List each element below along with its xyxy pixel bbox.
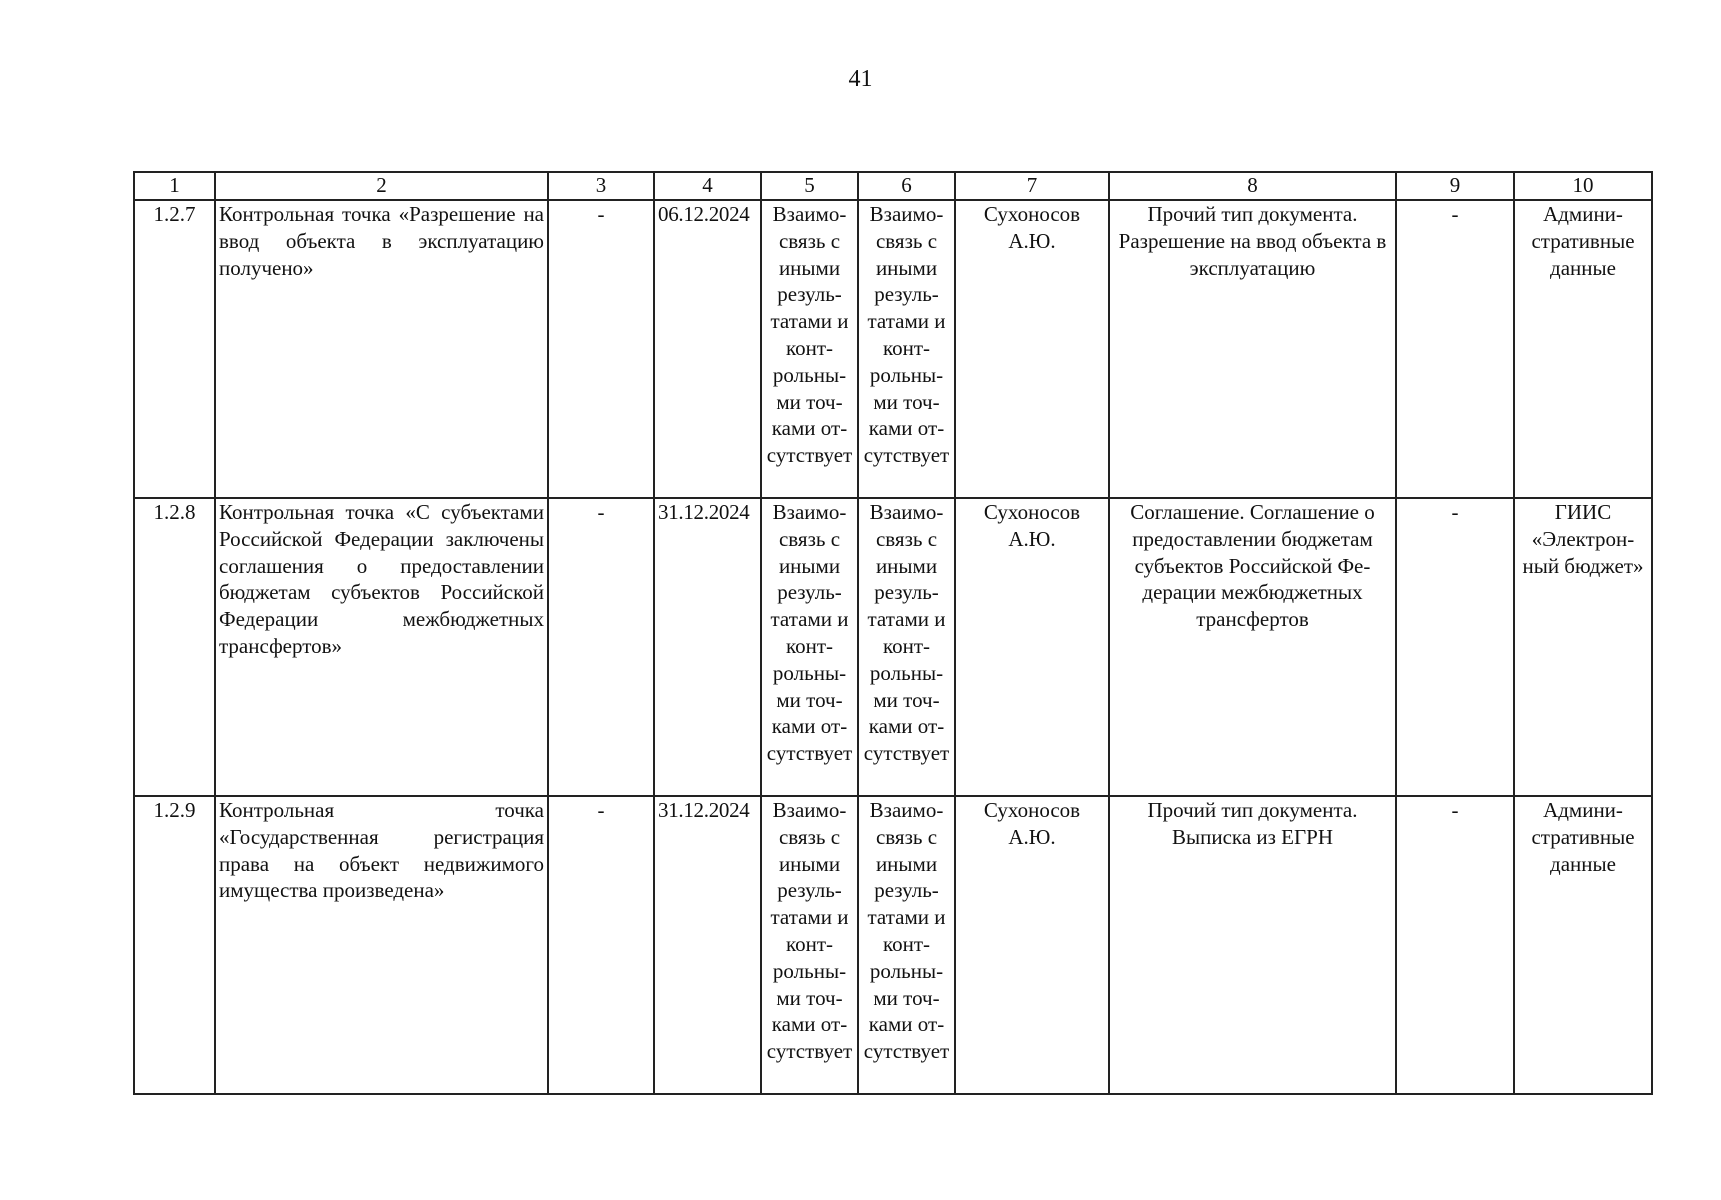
header-cell: 4 — [654, 172, 761, 200]
row-col6: Взаимосвязь с иными результатами и контрольными точками отсутствует — [858, 498, 955, 796]
row-responsible: Сухоносов А.Ю. — [955, 796, 1109, 1094]
table-row — [134, 498, 1652, 796]
row-document: Соглашение. Соглашение о предоставлении бюджетам субъектов Российской Федерации межбюджетных трансфертов — [1109, 498, 1396, 796]
table-row — [134, 200, 1652, 498]
row-source: Административные данные — [1514, 796, 1652, 1094]
row-col6: Взаимосвязь с иными результатами и контрольными точками отсутствует — [858, 200, 955, 498]
row-col3: - — [548, 498, 654, 796]
header-cell: 7 — [955, 172, 1109, 200]
row-col6: Взаимосвязь с иными результатами и контрольными точками отсутствует — [858, 796, 955, 1094]
row-date: 06.12.2024 — [654, 200, 761, 498]
header-cell: 8 — [1109, 172, 1396, 200]
header-cell: 9 — [1396, 172, 1514, 200]
row-col5: Взаимосвязь с иными результатами и контрольными точками отсутствует — [761, 796, 858, 1094]
table-row — [134, 796, 1652, 1094]
page-number: 41 — [848, 66, 873, 92]
header-cell: 2 — [215, 172, 548, 200]
header-cell: 1 — [134, 172, 215, 200]
header-row — [134, 172, 1652, 200]
row-col5: Взаимосвязь с иными результатами и контрольными точками отсутствует — [761, 200, 858, 498]
row-source: Административные данные — [1514, 200, 1652, 498]
row-col3: - — [548, 200, 654, 498]
row-description: Контрольная точка «Государственная регистрация права на объект недвижимого имущества произведена» — [215, 796, 548, 1094]
header-cell: 5 — [761, 172, 858, 200]
row-document: Прочий тип документа. Разрешение на ввод объекта в эксплуатацию — [1109, 200, 1396, 498]
row-responsible: Сухоносов А.Ю. — [955, 498, 1109, 796]
header-cell: 10 — [1514, 172, 1652, 200]
row-col9: - — [1396, 498, 1514, 796]
row-col9: - — [1396, 200, 1514, 498]
row-number: 1.2.7 — [134, 200, 215, 498]
row-description: Контрольная точка «Разрешение на ввод объекта в эксплуатацию получено» — [215, 200, 548, 498]
row-date: 31.12.2024 — [654, 796, 761, 1094]
header-cell: 3 — [548, 172, 654, 200]
row-col5: Взаимосвязь с иными результатами и контрольными точками отсутствует — [761, 498, 858, 796]
row-source: ГИИС «Электронный бюджет» — [1514, 498, 1652, 796]
row-number: 1.2.9 — [134, 796, 215, 1094]
row-col3: - — [548, 796, 654, 1094]
row-col9: - — [1396, 796, 1514, 1094]
control-points-table — [133, 171, 1653, 1095]
row-description: Контрольная точка «С субъектами Российской Федерации заключены соглашения о предоставлении бюджетам субъектов Российской Федерации межбюджетных трансфертов» — [215, 498, 548, 796]
header-cell: 6 — [858, 172, 955, 200]
row-responsible: Сухоносов А.Ю. — [955, 200, 1109, 498]
row-document: Прочий тип документа. Выписка из ЕГРН — [1109, 796, 1396, 1094]
row-number: 1.2.8 — [134, 498, 215, 796]
row-date: 31.12.2024 — [654, 498, 761, 796]
